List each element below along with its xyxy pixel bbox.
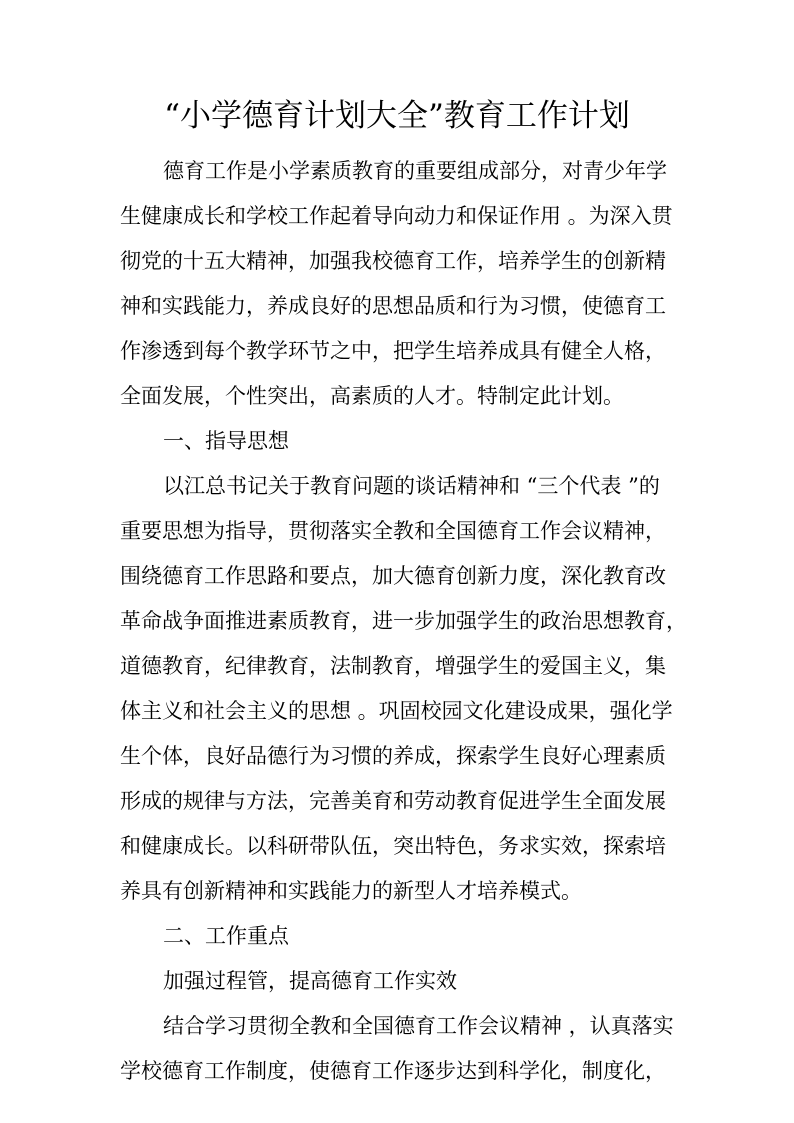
section-heading: 一、指导思想 xyxy=(163,429,289,453)
paragraph-line: 德育工作是小学素质教育的重要组成部分，对青少年学 xyxy=(163,159,667,183)
paragraph-line: 革命战争面推进素质教育，进一步加强学生的政治思想教育， xyxy=(120,609,687,633)
paragraph-line: 彻党的十五大精神，加强我校德育工作，培养学生的创新精 xyxy=(120,249,666,273)
paragraph-line: 作渗透到每个教学环节之中，把学生培养成具有健全人格， xyxy=(120,339,666,363)
paragraph-line: 结合学习贯彻全教和全国德育工作会议精神 ，认真落实 xyxy=(163,1014,674,1038)
paragraph-line: 道德教育，纪律教育，法制教育，增强学生的爱国主义，集 xyxy=(120,654,666,678)
paragraph-line: 生个体，良好品德行为习惯的养成，探索学生良好心理素质 xyxy=(120,744,666,768)
paragraph-line: 养具有创新精神和实践能力的新型人才培养模式。 xyxy=(120,879,582,903)
paragraph-line: 围绕德育工作思路和要点，加大德育创新力度，深化教育改 xyxy=(120,564,666,588)
paragraph-line: 学校德育工作制度，使德育工作逐步达到科学化，制度化， xyxy=(120,1059,666,1083)
subsection-heading: 加强过程管，提高德育工作实效 xyxy=(163,969,457,993)
document-title: “小学德育计划大全”教育工作计划 xyxy=(164,98,630,134)
paragraph-line: 全面发展，个性突出，高素质的人才。特制定此计划。 xyxy=(120,384,624,408)
paragraph-line: 以江总书记关于教育问题的谈话精神和 “三个代表 ”的 xyxy=(163,474,660,498)
paragraph-line: 生健康成长和学校工作起着导向动力和保证作用 。为深入贯 xyxy=(120,204,673,228)
section-heading: 二、工作重点 xyxy=(163,924,289,948)
paragraph-line: 和健康成长。以科研带队伍，突出特色，务求实效，探索培 xyxy=(120,834,666,858)
paragraph-line: 神和实践能力，养成良好的思想品质和行为习惯，使德育工 xyxy=(120,294,666,318)
paragraph-line: 形成的规律与方法，完善美育和劳动教育促进学生全面发展 xyxy=(120,789,666,813)
paragraph-line: 重要思想为指导，贯彻落实全教和全国德育工作会议精神， xyxy=(120,519,666,543)
paragraph-line: 体主义和社会主义的思想 。巩固校园文化建设成果，强化学 xyxy=(120,699,673,723)
